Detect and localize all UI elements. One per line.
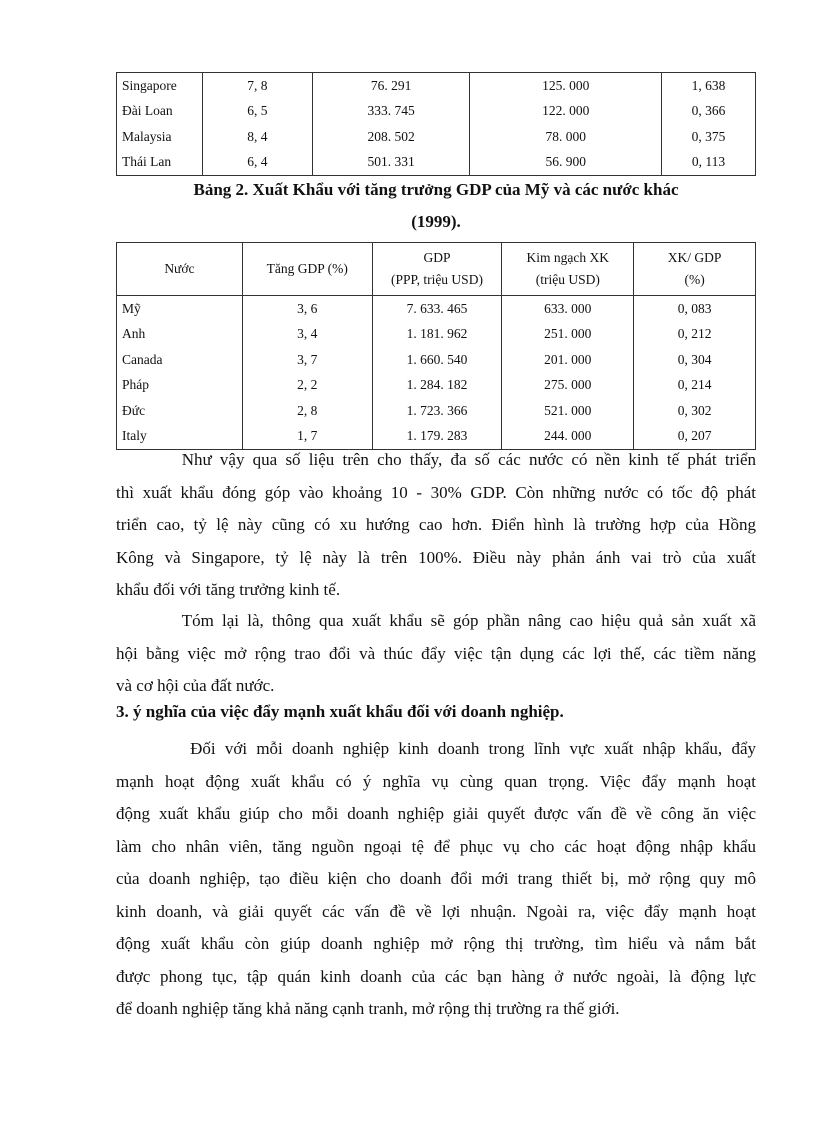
paragraph-summary <box>116 605 756 703</box>
table-cell: 56. 900 <box>470 150 662 176</box>
table-cell: 78. 000 <box>470 124 662 150</box>
table-cell: 7, 8 <box>202 73 312 99</box>
table-cell: 76. 291 <box>312 73 470 99</box>
table-cell: 3, 7 <box>242 347 372 373</box>
paragraph-line: làm cho nhân viên, tăng nguồn ngoại tệ để phục vụ cho các hoạt động nhập khẩu <box>116 836 756 856</box>
paragraph-line: Kông và Singapore, tỷ lệ này là trên 100%. Điều này phản ánh vai trò của xuất <box>116 547 756 567</box>
table-cell: Mỹ <box>117 296 243 322</box>
table-row <box>117 347 756 373</box>
table-cell: 0, 083 <box>634 296 756 322</box>
table-cell: 1, 7 <box>242 424 372 450</box>
paragraph-line: động xuất khẩu còn giúp doanh nghiệp mở rộng thị trường, tìm hiểu và nắm bắt <box>116 934 756 953</box>
table-cell: 1. 723. 366 <box>372 398 502 424</box>
column-header-gdp <box>372 243 502 296</box>
table-row <box>117 322 756 348</box>
table-cell: 1. 660. 540 <box>372 347 502 373</box>
table-row <box>117 99 756 125</box>
table-cell: 275. 000 <box>502 373 634 399</box>
header-line: (triệu USD) <box>535 272 600 287</box>
table-cell: 633. 000 <box>502 296 634 322</box>
table-row <box>117 398 756 424</box>
table-cell: 0, 214 <box>634 373 756 399</box>
table-cell: 6, 5 <box>202 99 312 125</box>
paragraph-line: Như vậy qua số liệu trên cho thấy, đa số các nước có nền kinh tế phát triển <box>116 450 756 469</box>
table-cell: 1, 638 <box>662 73 756 99</box>
table-row <box>117 124 756 150</box>
paragraph-line: Đối với mỗi doanh nghiệp kinh doanh trong lĩnh vực xuất nhập khẩu, đẩy <box>116 739 756 758</box>
table-cell: 1. 179. 283 <box>372 424 502 450</box>
section-heading: 3. ý nghĩa của việc đẩy mạnh xuất khẩu đối với doanh nghiệp. <box>116 702 564 721</box>
table-cell: 0, 375 <box>662 124 756 150</box>
table-cell: 244. 000 <box>502 424 634 450</box>
table-header-row <box>117 243 756 296</box>
paragraph-analysis <box>116 444 756 607</box>
table-cell: Singapore <box>117 73 203 99</box>
table-cell: 0, 212 <box>634 322 756 348</box>
header-line: GDP <box>423 250 451 265</box>
table-cell: 201. 000 <box>502 347 634 373</box>
column-header-export-value <box>502 243 634 296</box>
table-cell: Đức <box>117 398 243 424</box>
table-cell: Italy <box>117 424 243 450</box>
header-line: (PPP, triệu USD) <box>391 272 483 287</box>
table-cell: 0, 207 <box>634 424 756 450</box>
paragraph-line: triển cao, tỷ lệ này cũng có xu hướng cao hơn. Điển hình là trường hợp của Hồng <box>116 515 756 534</box>
table-row <box>117 73 756 99</box>
paragraph-line: và cơ hội của đất nước. <box>116 676 275 695</box>
paragraph-line: thì xuất khẩu đóng góp vào khoảng 10 - 30% GDP. Còn những nước có tốc độ phát <box>116 482 756 502</box>
table-cell: 501. 331 <box>312 150 470 176</box>
column-header-export-gdp-ratio <box>634 243 756 296</box>
column-header-gdp-growth: Tăng GDP (%) <box>242 243 372 296</box>
paragraph-line: của doanh nghiệp, tạo điều kiện cho doanh đổi mới trang thiết bị, mở rộng quy mô <box>116 869 756 888</box>
table-caption-year: (1999). <box>411 212 461 231</box>
table-gdp-export <box>116 242 756 450</box>
table-cell: Malaysia <box>117 124 203 150</box>
table-cell: 2, 2 <box>242 373 372 399</box>
table-cell: 0, 113 <box>662 150 756 176</box>
header-line: (%) <box>684 272 705 287</box>
table-cell: 125. 000 <box>470 73 662 99</box>
table-cell: 333. 745 <box>312 99 470 125</box>
table-cell: Pháp <box>117 373 243 399</box>
paragraph-line: hội bằng việc mở rộng trao đổi và thúc đẩy việc tận dụng các lợi thế, các tiềm năng <box>116 643 756 663</box>
paragraph-line: khẩu đối với tăng trưởng kinh tế. <box>116 580 341 599</box>
paragraph-line: kinh doanh, và giải quyết các vấn đề về lợi nhuận. Ngoài ra, việc đẩy mạnh hoạt <box>116 901 756 921</box>
table-row <box>117 373 756 399</box>
table-cell: 6, 4 <box>202 150 312 176</box>
table-cell: 2, 8 <box>242 398 372 424</box>
table-cell: 208. 502 <box>312 124 470 150</box>
table-cell: 1. 181. 962 <box>372 322 502 348</box>
table-cell: 3, 4 <box>242 322 372 348</box>
table-cell: 8, 4 <box>202 124 312 150</box>
paragraph-enterprise <box>116 733 756 1026</box>
table-cell: 251. 000 <box>502 322 634 348</box>
paragraph-line: được phong tục, tập quán kinh doanh của các bạn hàng ở nước ngoài, là động lực <box>116 966 756 986</box>
table-cell: 521. 000 <box>502 398 634 424</box>
paragraph-line: động xuất khẩu giúp cho mỗi doanh nghiệp giải quyết được vấn đề về công ăn việc <box>116 804 756 823</box>
column-header-country: Nước <box>117 243 243 296</box>
paragraph-line: để doanh nghiệp tăng khả năng cạnh tranh, mở rộng thị trường ra thế giới. <box>116 999 620 1018</box>
table-row <box>117 150 756 176</box>
table-row <box>117 296 756 322</box>
table-cell: 7. 633. 465 <box>372 296 502 322</box>
paragraph-line: Tóm lại là, thông qua xuất khẩu sẽ góp phần nâng cao hiệu quả sản xuất xã <box>116 611 756 630</box>
paragraph-line: mạnh hoạt động xuất khẩu có ý nghĩa vụ cùng quan trọng. Việc đẩy mạnh hoạt <box>116 771 756 791</box>
table-cell: Canada <box>117 347 243 373</box>
table-caption: Bảng 2. Xuất Khẩu với tăng trưởng GDP của Mỹ và các nước khác <box>193 180 679 199</box>
table-cell: 0, 304 <box>634 347 756 373</box>
table-cell: 3, 6 <box>242 296 372 322</box>
table-cell: 0, 366 <box>662 99 756 125</box>
table-cell: Thái Lan <box>117 150 203 176</box>
table-continuation <box>116 72 756 176</box>
table-cell: 0, 302 <box>634 398 756 424</box>
table-cell: 1. 284. 182 <box>372 373 502 399</box>
header-line: Kim ngạch XK <box>526 250 610 265</box>
table-cell: Anh <box>117 322 243 348</box>
table-cell: Đài Loan <box>117 99 203 125</box>
table-cell: 122. 000 <box>470 99 662 125</box>
header-line: XK/ GDP <box>667 250 722 265</box>
